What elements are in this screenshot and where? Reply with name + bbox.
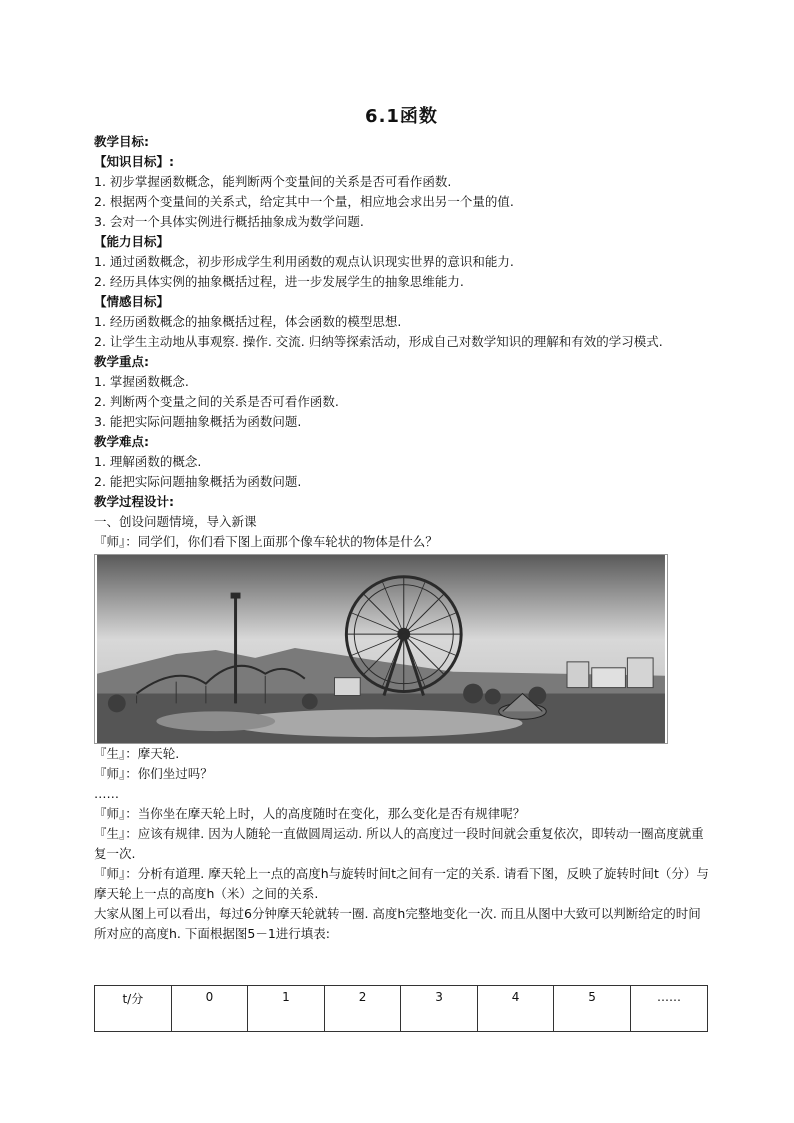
dialog-line: 『师』：同学们，你们看下图上面那个像车轮状的物体是什么？ (94, 534, 438, 549)
key-point-item: 3. 能把实际问题抽象概括为函数问题. (94, 414, 302, 429)
section-heading: 一、创设问题情境，导入新课 (94, 514, 257, 529)
table-cell: 0 (171, 986, 248, 1032)
table-cell: 4 (477, 986, 554, 1032)
knowledge-item: 1. 初步掌握函数概念，能判断两个变量间的关系是否可看作函数. (94, 174, 452, 189)
emotion-heading: 【情感目标】 (94, 294, 170, 309)
ability-item: 1. 通过函数概念，初步形成学生利用函数的观点认识现实世界的意识和能力. (94, 254, 514, 269)
dialog-line: 『师』：你们坐过吗？ (94, 766, 213, 781)
ability-heading: 【能力目标】 (94, 234, 170, 249)
page-title: 6.1函数 (365, 106, 438, 127)
ability-item: 2. 经历具体实例的抽象概括过程，进一步发展学生的抽象思维能力. (94, 274, 464, 289)
process-heading: 教学过程设计: (94, 494, 174, 509)
dialog-line: 『师』：分析有道理. 摩天轮上一点的高度h与旋转时间t之间有一定的关系. 请看下图，反映了旋转时间t（分）与摩天轮上一点的高度h（米）之间的关系. (94, 866, 709, 901)
table-cell: 5 (554, 986, 631, 1032)
key-point-item: 2. 判断两个变量之间的关系是否可看作函数. (94, 394, 339, 409)
difficulty-item: 1. 理解函数的概念. (94, 454, 202, 469)
knowledge-item: 2. 根据两个变量间的关系式，给定其中一个量，相应地会求出另一个量的值. (94, 194, 514, 209)
table-cell: 1 (248, 986, 325, 1032)
document-body (94, 132, 709, 944)
key-point-item: 1. 掌握函数概念. (94, 374, 189, 389)
knowledge-item: 3. 会对一个具体实例进行概括抽象成为数学问题. (94, 214, 364, 229)
dialog-line: 大家从图上可以看出，每过6分钟摩天轮就转一圈. 高度h完整地变化一次. 而且从图中大致可以判断给定的时间所对应的高度h. 下面根据图5－1进行填表: (94, 906, 701, 941)
key-points-heading: 教学重点: (94, 354, 149, 369)
table-cell: 3 (401, 986, 478, 1032)
table-cell: 2 (324, 986, 401, 1032)
table-row (95, 986, 708, 1032)
ferris-wheel-photo (94, 554, 668, 744)
emotion-item: 2. 让学生主动地从事观察. 操作. 交流. 归纳等探索活动，形成自己对数学知识的理解和有效的学习模式. (94, 334, 663, 349)
difficulties-heading: 教学难点: (94, 434, 149, 449)
time-height-table (94, 985, 708, 1032)
emotion-item: 1. 经历函数概念的抽象概括过程，体会函数的模型思想. (94, 314, 402, 329)
table-cell: t/分 (95, 986, 172, 1032)
dialog-line: 『师』：当你坐在摩天轮上时，人的高度随时在变化，那么变化是否有规律呢？ (94, 806, 526, 821)
dialog-line: 『生』：应该有规律. 因为人随轮一直做圆周运动. 所以人的高度过一段时间就会重复依次，即转动一圈高度就重复一次. (94, 826, 704, 861)
teaching-goals-heading: 教学目标: (94, 134, 149, 149)
table-cell: …… (630, 986, 707, 1032)
dialog-line: …… (94, 786, 119, 801)
dialog-line: 『生』：摩天轮. (94, 746, 180, 761)
knowledge-heading: 【知识目标】: (94, 154, 174, 169)
difficulty-item: 2. 能把实际问题抽象概括为函数问题. (94, 474, 302, 489)
